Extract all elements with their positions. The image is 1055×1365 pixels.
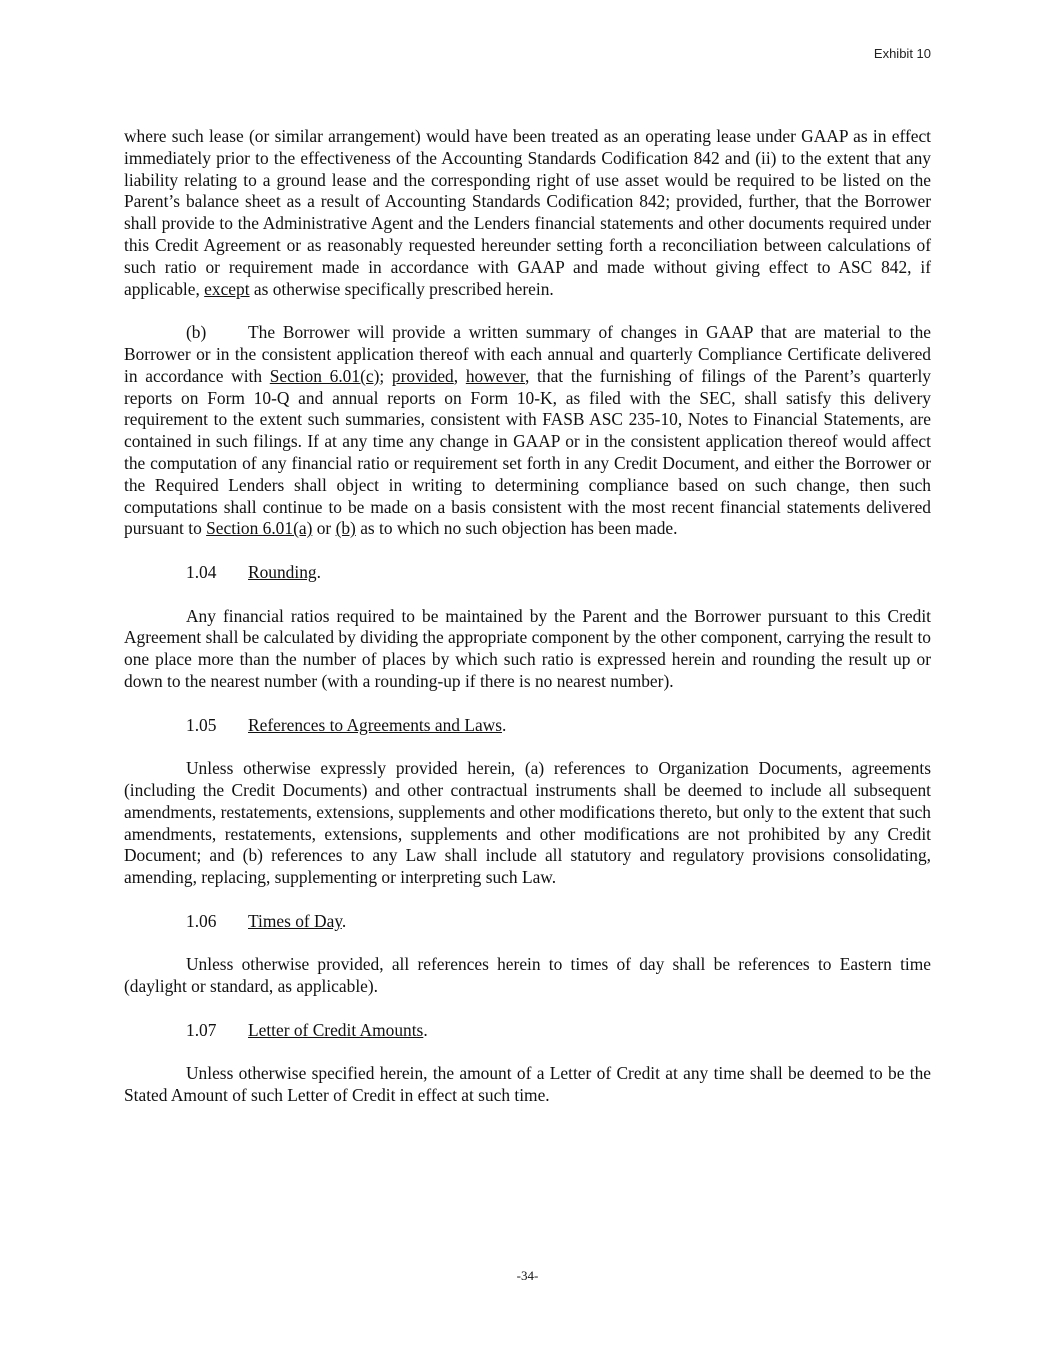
section-number: 1.07 xyxy=(186,1019,217,1040)
paragraph-rounding: Any financial ratios required to be maintained by the Parent and the Borrower pursuant to this Credit Agreement shall be calculated by dividing the appropriate component by the other component, carrying the result to one place more than the number of places by which such ratio is expressed herein and rounding the result up or down to the nearest number (with a rounding-up if there is no nearest number). xyxy=(124,605,931,691)
section-heading-1-05: 1.05 References to Agreements and Laws. xyxy=(186,714,507,735)
section-heading-1-06: 1.06 Times of Day. xyxy=(186,910,347,931)
text: as otherwise specifically prescribed herein. xyxy=(249,278,554,299)
text: , xyxy=(453,365,466,386)
text: ; xyxy=(379,365,392,386)
paragraph-letter-of-credit: Unless otherwise specified herein, the amount of a Letter of Credit at any time shall be deemed to be the Stated Amount of such Letter of Credit in effect at such time. xyxy=(124,1063,931,1106)
paragraph-times-of-day: Unless otherwise provided, all references herein to times of day shall be references to Eastern time (daylight or standard, as applicable). xyxy=(124,954,931,997)
text: , that the furnishing of filings of the Parent’s quarterly reports on Form 10-Q and annual reports on Form 10-K, as filed with the SEC, shall satisfy this delivery requirement to the extent such summaries, consistent with FASB ASC 235-10, Notes to Financial Statements, are contained in such filings. If at any time any change in GAAP or in the consistent application thereof would affect the computation of any financial ratio or requirement set forth in any Credit Document, and either the Borrower or the Required Lenders shall object in writing to determining compliance based on such change, then such computations shall continue to be made on a basis consistent with the most recent financial statements delivered pursuant to xyxy=(124,365,931,539)
section-title: References to Agreements and Laws xyxy=(248,714,502,735)
section-title: Letter of Credit Amounts xyxy=(248,1019,424,1040)
clause-label: (b) xyxy=(186,322,207,343)
paragraph-gaap-lease xyxy=(124,126,931,300)
text: or xyxy=(312,518,336,539)
document-body xyxy=(124,126,931,1129)
underlined-term: except xyxy=(204,278,250,299)
section-number: 1.05 xyxy=(186,714,217,735)
section-number: 1.04 xyxy=(186,561,217,582)
page-number: -34- xyxy=(516,1268,539,1283)
section-title: Times of Day xyxy=(248,910,342,931)
section-heading-1-04: 1.04 Rounding. xyxy=(186,561,321,582)
section-heading-1-07: 1.07 Letter of Credit Amounts. xyxy=(186,1019,428,1040)
section-title: Rounding xyxy=(248,561,317,582)
text: as to which no such objection has been made. xyxy=(355,518,678,539)
exhibit-label: Exhibit 10 xyxy=(873,46,931,61)
paragraph-references: Unless otherwise expressly provided herein, (a) references to Organization Documents, agreements (including the Credit Documents) and other contractual instruments shall be deemed to include all subsequent amendments, restatements, extensions, supplements and other modifications thereto, but only to the extent that such amendments, restatements, extensions, supplements and other modifications are not prohibited by any Credit Document; and (b) references to any Law shall include all statutory and regulatory provisions consolidating, amending, replacing, supplementing or interpreting such Law. xyxy=(124,758,931,888)
section-reference: Section 6.01(a) xyxy=(206,518,313,539)
underlined-term: provided xyxy=(391,365,454,386)
section-reference: Section 6.01(c) xyxy=(269,365,380,386)
underlined-term: however xyxy=(465,365,525,386)
paragraph-gaap-changes xyxy=(124,322,931,540)
text: The Borrower will provide a written summary of changes in GAAP that are material to the Borrower or in the consistent application thereof with each annual and quarterly Compliance Certificate delivered in accordance with xyxy=(124,322,931,386)
section-number: 1.06 xyxy=(186,910,217,931)
text: where such lease (or similar arrangement) would have been treated as an operating lease under GAAP as in effect immediately prior to the effectiveness of the Accounting Standards Codification 842 and (ii) to the extent that any liability relating to a ground lease and the corresponding right of use asset would be required to be listed on the Parent’s balance sheet as a result of Accounting Standards Codification 842; provided, further, that the Borrower shall provide to the Administrative Agent and the Lenders financial statements and other documents required under this Credit Agreement or as reasonably requested hereunder setting forth a reconciliation between calculations of such ratio or requirement made in accordance with GAAP and made without giving effect to ASC 842, if applicable, xyxy=(124,126,931,299)
section-reference: (b) xyxy=(335,518,356,539)
